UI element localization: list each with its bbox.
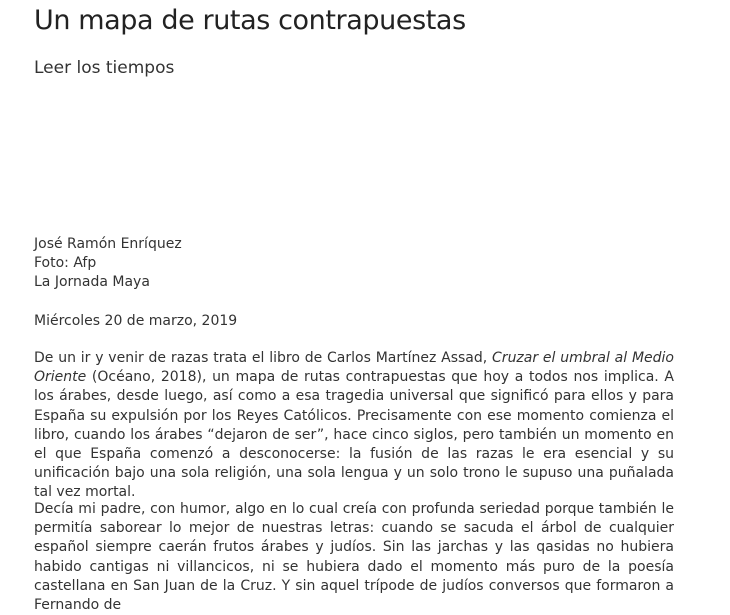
paragraph-text: (Océano, 2018), un mapa de rutas contrapuestas que hoy a todos nos implica. A los árabes, desde luego, así como a esa tragedia universal que significó para ellos y para España su expulsión por los Reyes Católicos. Precisamente con ese momento comienza el libro, cuando los árabes “dejaron de ser”, hace cinco siglos, pero también un momento en el que España comenzó a desconocerse: la fusión de las razas le era esencial y su unificación bajo una sola religión, una sola lengua y un solo trono le supuso una puñalada tal vez mortal.: [34, 369, 674, 501]
paragraph: [34, 349, 674, 503]
byline: [34, 235, 182, 292]
paragraph: Decía mi padre, con humor, algo en lo cual creía con profunda seriedad porque también le permitía saborear lo mejor de nuestras letras: cuando se sacuda el árbol de cualquier español siempre caerán frutos árabes y judíos. Sin las jarchas y las qasidas no hubiera habido cantigas ni villancicos, ni se hubiera dado el momento más puro de la poesía castellana en San Juan de la Cruz. Y sin aquel trípode de judíos conversos que formaron a Fernando de: [34, 501, 674, 614]
book-title: Cruzar el umbral al Medio Oriente: [34, 350, 674, 386]
publish-date: Miércoles 20 de marzo, 2019: [34, 313, 238, 329]
article-title: Un mapa de rutas contrapuestas: [34, 5, 466, 36]
paragraph-text: De un ir y venir de razas trata el libro de Carlos Martínez Assad,: [34, 350, 493, 366]
section-label: Leer los tiempos: [34, 58, 175, 78]
outlet-name: La Jornada Maya: [34, 274, 150, 290]
photo-credit: Foto: Afp: [34, 255, 97, 271]
author-name: José Ramón Enríquez: [34, 236, 182, 252]
